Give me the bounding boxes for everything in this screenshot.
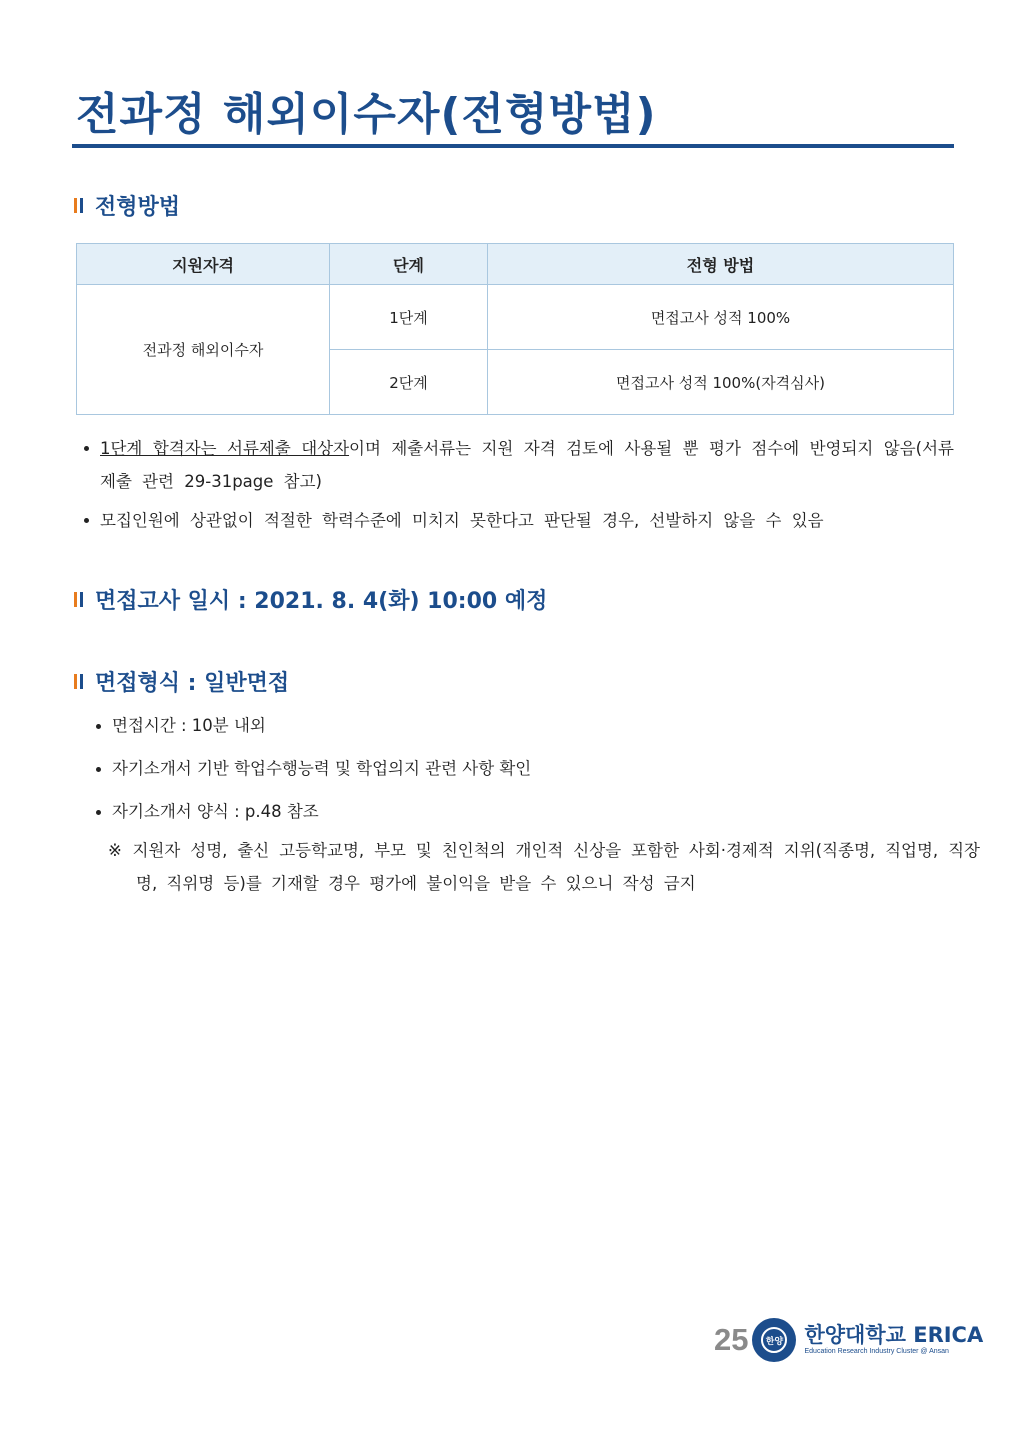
seal-text: 한양 <box>761 1327 787 1353</box>
section-heading-text: 면접고사 일시 : 2021. 8. 4(화) 10:00 예정 <box>95 589 548 614</box>
list-item: 자기소개서 양식 : p.48 참조 <box>88 795 948 829</box>
method-cell: 면접고사 성적 100% <box>488 285 954 350</box>
section-heading-text: 전형방법 <box>95 195 181 220</box>
method-cell: 면접고사 성적 100%(자격심사) <box>488 350 954 415</box>
table-header-row <box>77 244 954 285</box>
column-header: 전형 방법 <box>488 244 954 285</box>
section-heading-text: 면접형식 : 일반면접 <box>95 671 290 696</box>
stage-cell: 1단계 <box>330 285 488 350</box>
section-marker-icon <box>74 674 83 689</box>
page-footer <box>714 1316 983 1364</box>
warning-note: ※ 지원자 성명, 출신 고등학교명, 부모 및 친인척의 개인적 신상을 포함한 사회·경제적 지위(직종명, 직업명, 직장명, 직위명 등)를 기재할 경우 평가에 불이익을 받을 수 있으니 작성 금지 <box>108 841 980 893</box>
table-row <box>77 285 954 350</box>
section-heading-interview-format <box>74 666 289 697</box>
university-logo <box>804 1323 983 1357</box>
interview-items <box>88 709 948 838</box>
qualification-cell: 전과정 해외이수자 <box>77 285 330 415</box>
note-text: 이며 제출서류는 지원 자격 검토에 사용될 뿐 평가 점수에 반영되지 않음(서류제출 관련 29-31page 참고) <box>100 439 954 491</box>
list-item: 모집인원에 상관없이 적절한 학력수준에 미치지 못한다고 판단될 경우, 선발하지 않을 수 있음 <box>76 504 954 537</box>
university-seal-icon <box>752 1318 796 1362</box>
section-heading-interview-date <box>74 584 547 615</box>
list-item: 면접시간 : 10분 내외 <box>88 709 948 743</box>
selection-notes <box>76 432 954 543</box>
brand-tagline: Education Research Industry Cluster @ Ansan <box>804 1348 949 1355</box>
list-item <box>76 432 954 498</box>
column-header: 지원자격 <box>77 244 330 285</box>
list-item: 자기소개서 기반 학업수행능력 및 학업의지 관련 사항 확인 <box>88 752 948 786</box>
column-header: 단계 <box>330 244 488 285</box>
page-title: 전과정 해외이수자(전형방법) <box>76 89 657 140</box>
underlined-text: 1단계 합격자는 서류제출 대상자 <box>100 439 350 458</box>
selection-table <box>76 243 954 415</box>
stage-cell: 2단계 <box>330 350 488 415</box>
section-heading-method <box>74 190 180 221</box>
section-marker-icon <box>74 198 83 213</box>
title-divider <box>72 144 954 148</box>
section-marker-icon <box>74 592 83 607</box>
page-number: 25 <box>714 1322 749 1357</box>
brand-name: 한양대학교 ERICA <box>804 1323 984 1347</box>
